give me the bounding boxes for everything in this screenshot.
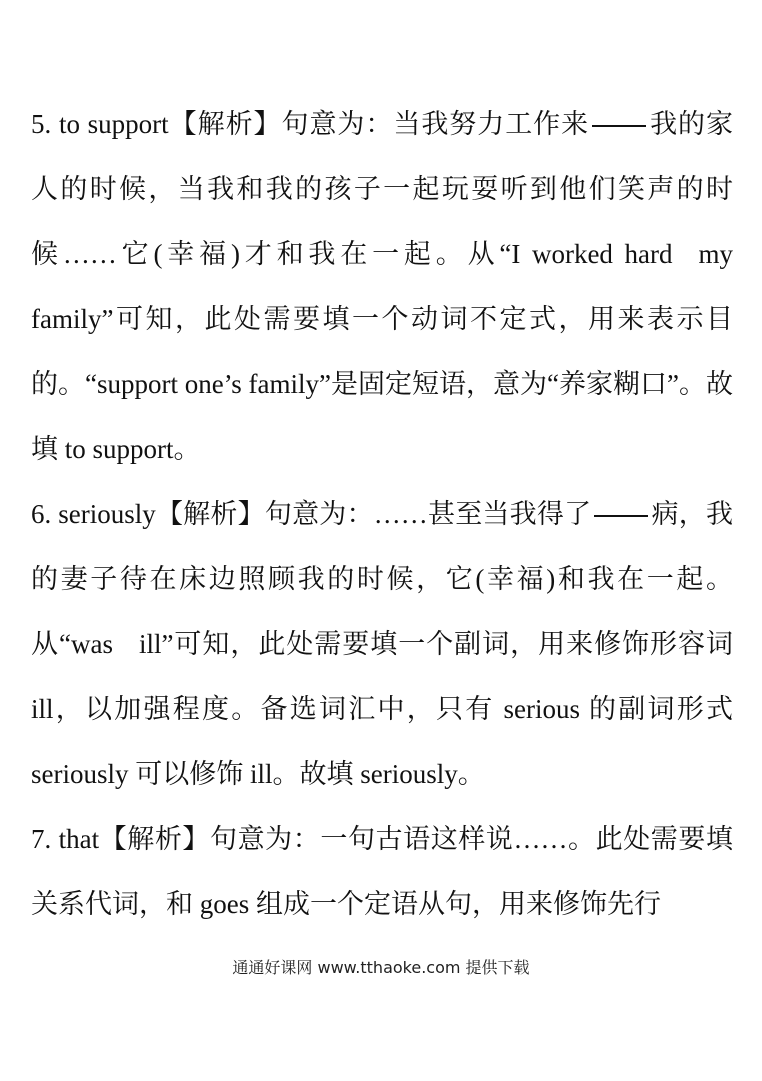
item-5-mid: 我的家人的时候，当我和我的孩子一起玩耍听到他们笑声的时候……它(幸福)才和我在一起。从“I worked hard [31, 109, 734, 269]
item-6-tail: ill”可知，此处需要填一个副词，用来修饰形容词 ill，以加强程度。备选词汇中，只有 serious 的副词形式 seriously 可以修饰 ill。故填 seriously。 [31, 629, 733, 789]
item-5-lead: 5. to support【解析】句意为：当我努力工作来 [31, 109, 590, 139]
answer-explanations [31, 92, 733, 937]
page-footer: 通通好课网 www.tthaoke.com 提供下载 [232, 958, 530, 977]
item-5-answer-blank [592, 125, 646, 127]
item-6-answer-blank [594, 515, 648, 517]
item-5-tail: my family”可知，此处需要填一个动词不定式，用来表示目的。“support one’s family”是固定短语，意为“养家糊口”。故填 to support。 [31, 239, 733, 464]
item-6-lead: 6. seriously【解析】句意为：……甚至当我得了 [31, 499, 592, 529]
explanation-item-6 [31, 482, 733, 807]
item-7-text: 7. that【解析】句意为：一句古语这样说……。此处需要填关系代词，和 goes 组成一个定语从句，用来修饰先行 [31, 824, 733, 919]
explanation-item-7 [31, 807, 733, 937]
item-6-mid: 病，我的妻子待在床边照顾我的时候，它(幸福)和我在一起。从“was [31, 499, 734, 659]
explanation-item-5 [31, 92, 733, 482]
